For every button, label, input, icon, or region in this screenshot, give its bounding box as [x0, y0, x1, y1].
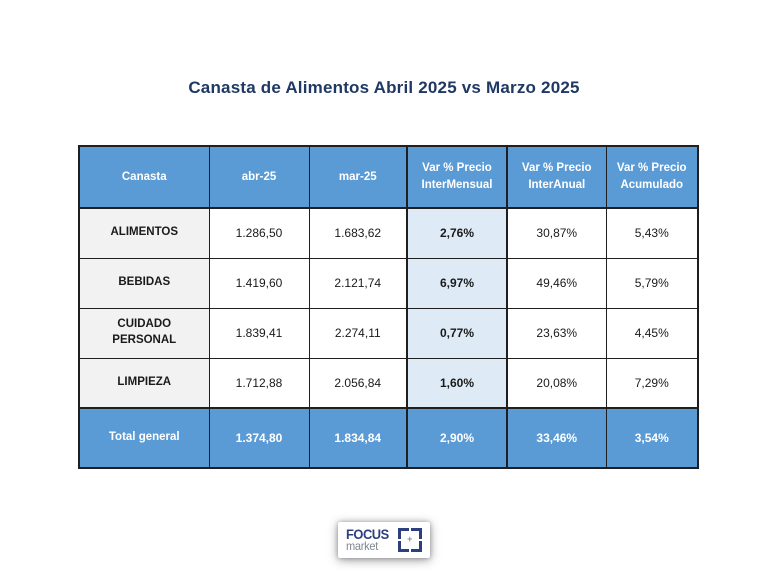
col-header-mar-25: mar-25: [309, 146, 407, 208]
total-interanual: 33,46%: [507, 408, 606, 468]
col-header-abr-25: abr-25: [209, 146, 309, 208]
table-row-cuidado-personal: [79, 308, 698, 358]
total-intermensual: 2,90%: [407, 408, 507, 468]
cell-intermensual: 2,76%: [407, 208, 507, 258]
table-header-row: [79, 146, 698, 208]
table-row-bebidas: [79, 258, 698, 308]
table-row-total-general: [79, 408, 698, 468]
logo-word-market: market: [346, 539, 379, 553]
logo-card: [338, 522, 430, 558]
cell-mar: 2.274,11: [309, 308, 407, 358]
cell-mar: 2.056,84: [309, 358, 407, 408]
viewfinder-icon: [398, 528, 422, 552]
cell-interanual: 23,63%: [507, 308, 606, 358]
cell-abr: 1.286,50: [209, 208, 309, 258]
col-header-canasta: Canasta: [79, 146, 209, 208]
logo-word-focus: FOCUS: [346, 526, 390, 542]
page-title: Canasta de Alimentos Abril 2025 vs Marzo 2025: [188, 78, 580, 97]
col-header-intermensual: Var % Precio InterMensual: [407, 146, 507, 208]
cell-intermensual: 1,60%: [407, 358, 507, 408]
table-row-limpieza: [79, 358, 698, 408]
cell-interanual: 30,87%: [507, 208, 606, 258]
plus-glyph: +: [407, 534, 413, 545]
cell-intermensual: 0,77%: [407, 308, 507, 358]
cell-abr: 1.419,60: [209, 258, 309, 308]
total-label: Total general: [79, 408, 209, 468]
cell-mar: 1.683,62: [309, 208, 407, 258]
cell-intermensual: 6,97%: [407, 258, 507, 308]
table-row-alimentos: [79, 208, 698, 258]
cell-interanual: 49,46%: [507, 258, 606, 308]
total-acumulado: 3,54%: [606, 408, 698, 468]
cell-interanual: 20,08%: [507, 358, 606, 408]
cell-acumulado: 7,29%: [606, 358, 698, 408]
cell-abr: 1.712,88: [209, 358, 309, 408]
cell-mar: 2.121,74: [309, 258, 407, 308]
row-label: ALIMENTOS: [79, 208, 209, 258]
col-header-interanual: Var % Precio InterAnual: [507, 146, 606, 208]
col-header-acumulado: Var % Precio Acumulado: [606, 146, 698, 208]
canasta-table: [78, 145, 699, 469]
logo-text: [346, 528, 393, 552]
cell-abr: 1.839,41: [209, 308, 309, 358]
total-abr: 1.374,80: [209, 408, 309, 468]
cell-acumulado: 4,45%: [606, 308, 698, 358]
total-mar: 1.834,84: [309, 408, 407, 468]
cell-acumulado: 5,79%: [606, 258, 698, 308]
row-label: BEBIDAS: [79, 258, 209, 308]
row-label: LIMPIEZA: [79, 358, 209, 408]
row-label: CUIDADO PERSONAL: [79, 308, 209, 358]
focus-market-logo: [338, 522, 430, 558]
cell-acumulado: 5,43%: [606, 208, 698, 258]
